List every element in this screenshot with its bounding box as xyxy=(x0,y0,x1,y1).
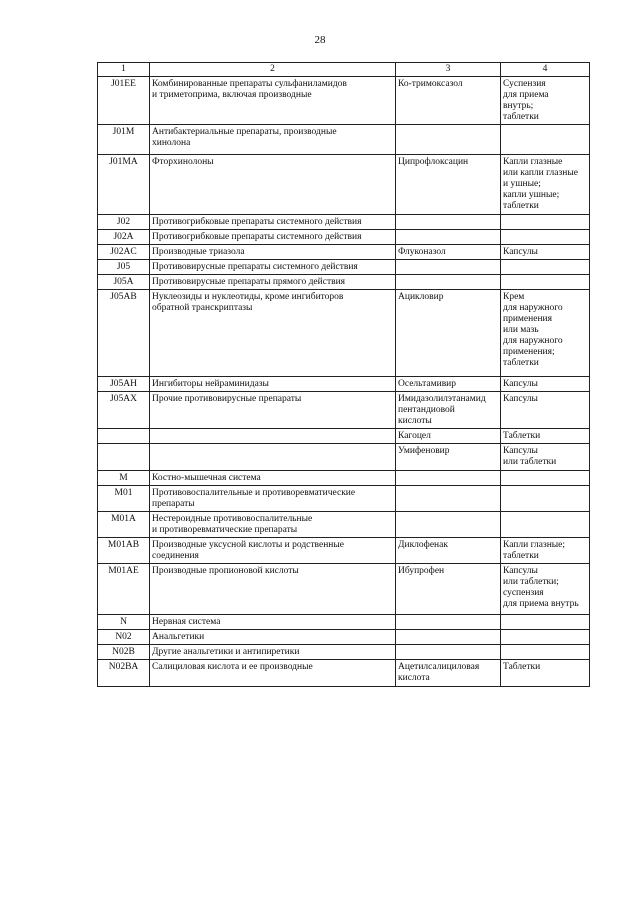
drug-name-cell xyxy=(396,77,501,125)
drug-name-cell xyxy=(396,538,501,564)
dosage-form-cell xyxy=(501,630,590,645)
dosage-form-cell xyxy=(501,645,590,660)
dosage-form-cell-text: Таблетки xyxy=(503,431,541,441)
group-name-cell-text: Ингибиторы нейраминидазы xyxy=(152,379,269,389)
drug-name-cell xyxy=(396,512,501,538)
atc-code-cell-text: J01M xyxy=(112,127,135,137)
group-name-cell-text: Антибактериальные препараты, производные хинолона xyxy=(152,127,337,148)
group-name-cell-text: Прочие противовирусные препараты xyxy=(152,394,302,404)
drug-name-cell xyxy=(396,429,501,444)
atc-code-cell-text: M01AE xyxy=(108,566,139,576)
table-row xyxy=(98,615,590,630)
drug-name-cell xyxy=(396,155,501,215)
atc-code-cell xyxy=(98,245,150,260)
atc-code-cell-text: M01 xyxy=(114,488,133,498)
drug-name-cell xyxy=(396,486,501,512)
dosage-form-cell-text: Крем для наружного применения или мазь для наружного применения; таблетки xyxy=(503,292,563,368)
drug-name-cell xyxy=(396,290,501,377)
dosage-form-cell xyxy=(501,564,590,615)
atc-code-cell xyxy=(98,512,150,538)
dosage-form-cell xyxy=(501,660,590,687)
atc-code-cell-text: N02 xyxy=(115,632,132,642)
table-row xyxy=(98,77,590,125)
atc-code-cell xyxy=(98,155,150,215)
atc-code-cell xyxy=(98,230,150,245)
drug-name-cell xyxy=(396,377,501,392)
group-name-cell xyxy=(150,377,396,392)
atc-code-cell-text: J02AC xyxy=(110,247,137,257)
atc-code-cell-text: N02B xyxy=(112,647,135,657)
group-name-cell xyxy=(150,444,396,471)
atc-code-cell xyxy=(98,645,150,660)
table-row xyxy=(98,512,590,538)
group-name-cell xyxy=(150,155,396,215)
atc-code-cell xyxy=(98,429,150,444)
atc-code-cell xyxy=(98,486,150,512)
group-name-cell xyxy=(150,564,396,615)
group-name-cell-text: Нуклеозиды и нуклеотиды, кроме ингибиторов обратной транскриптазы xyxy=(152,292,344,313)
atc-code-cell-text: J02A xyxy=(113,232,134,242)
table-row xyxy=(98,155,590,215)
table-row xyxy=(98,630,590,645)
atc-code-cell xyxy=(98,215,150,230)
group-name-cell-text: Анальгетики xyxy=(152,632,205,642)
atc-code-cell xyxy=(98,615,150,630)
group-name-cell xyxy=(150,290,396,377)
drug-name-cell xyxy=(396,471,501,486)
atc-code-cell-text: J05AB xyxy=(110,292,137,302)
dosage-form-cell xyxy=(501,245,590,260)
table-row xyxy=(98,444,590,471)
dosage-form-cell xyxy=(501,260,590,275)
group-name-cell xyxy=(150,538,396,564)
group-name-cell xyxy=(150,125,396,155)
dosage-form-cell xyxy=(501,538,590,564)
column-header: 4 xyxy=(501,63,590,77)
group-name-cell-text: Другие анальгетики и антипиретики xyxy=(152,647,300,657)
group-name-cell xyxy=(150,429,396,444)
column-header: 3 xyxy=(396,63,501,77)
drug-name-cell xyxy=(396,215,501,230)
table-row xyxy=(98,660,590,687)
group-name-cell-text: Производные пропионовой кислоты xyxy=(152,566,299,576)
group-name-cell xyxy=(150,660,396,687)
atc-code-cell xyxy=(98,538,150,564)
table-header-row xyxy=(98,63,590,77)
dosage-form-cell xyxy=(501,215,590,230)
group-name-cell xyxy=(150,245,396,260)
group-name-cell-text: Нервная система xyxy=(152,617,221,627)
atc-code-cell-text: M01AB xyxy=(107,540,140,550)
atc-code-cell xyxy=(98,125,150,155)
dosage-form-cell-text: Капсулы xyxy=(503,379,538,389)
dosage-form-cell xyxy=(501,512,590,538)
group-name-cell xyxy=(150,471,396,486)
atc-code-cell-text: J01EE xyxy=(111,79,136,89)
atc-code-cell xyxy=(98,77,150,125)
table-row xyxy=(98,645,590,660)
atc-code-cell-text: J02 xyxy=(116,217,131,227)
group-name-cell xyxy=(150,260,396,275)
group-name-cell-text: Фторхинолоны xyxy=(152,157,214,167)
drug-name-cell xyxy=(396,260,501,275)
table-row xyxy=(98,245,590,260)
table-row xyxy=(98,392,590,429)
drug-name-cell-text: Ибупрофен xyxy=(398,566,445,576)
table-row xyxy=(98,125,590,155)
drug-name-cell-text: Ацикловир xyxy=(398,292,444,302)
table-row xyxy=(98,538,590,564)
atc-code-cell xyxy=(98,630,150,645)
dosage-form-cell-text: Суспензия для приема внутрь; таблетки xyxy=(503,79,549,122)
group-name-cell xyxy=(150,77,396,125)
drug-name-cell xyxy=(396,392,501,429)
atc-code-cell xyxy=(98,290,150,377)
atc-code-cell-text: M xyxy=(119,473,128,483)
drug-name-cell xyxy=(396,645,501,660)
drug-name-cell-text: Ко-тримоксазол xyxy=(398,79,463,89)
table-row xyxy=(98,275,590,290)
column-header: 2 xyxy=(150,63,396,77)
drug-name-cell xyxy=(396,444,501,471)
drug-name-cell xyxy=(396,275,501,290)
atc-code-cell xyxy=(98,260,150,275)
drug-name-cell xyxy=(396,615,501,630)
atc-code-cell-text: J01MA xyxy=(109,157,138,167)
group-name-cell-text: Производные триазола xyxy=(152,247,245,257)
group-name-cell xyxy=(150,512,396,538)
atc-code-cell-text: N02BA xyxy=(108,662,139,672)
dosage-form-cell xyxy=(501,290,590,377)
drug-name-cell-text: Флуконазол xyxy=(398,247,446,257)
dosage-form-cell xyxy=(501,275,590,290)
group-name-cell-text: Костно-мышечная система xyxy=(152,473,261,483)
drug-name-cell xyxy=(396,630,501,645)
table-row xyxy=(98,260,590,275)
drug-name-cell xyxy=(396,660,501,687)
group-name-cell xyxy=(150,275,396,290)
drug-name-cell xyxy=(396,245,501,260)
dosage-form-cell-text: Таблетки xyxy=(503,662,541,672)
atc-code-cell xyxy=(98,444,150,471)
group-name-cell-text: Противогрибковые препараты системного действия xyxy=(152,232,362,242)
group-name-cell-text: Противовирусные препараты системного действия xyxy=(152,262,358,272)
drug-table xyxy=(97,62,590,687)
group-name-cell-text: Комбинированные препараты сульфаниламидов и триметоприма, включая производные xyxy=(152,79,347,100)
group-name-cell-text: Противовирусные препараты прямого действия xyxy=(152,277,346,287)
dosage-form-cell-text: Капсулы или таблетки xyxy=(503,446,557,467)
table-row xyxy=(98,230,590,245)
atc-code-cell-text: J05A xyxy=(113,277,134,287)
dosage-form-cell xyxy=(501,155,590,215)
table-row xyxy=(98,471,590,486)
dosage-form-cell xyxy=(501,230,590,245)
atc-code-cell-text: J05AH xyxy=(110,379,137,389)
dosage-form-cell-text: Капли глазные; таблетки xyxy=(503,540,566,561)
dosage-form-cell xyxy=(501,125,590,155)
drug-name-cell xyxy=(396,564,501,615)
drug-name-cell-text: Ципрофлоксацин xyxy=(398,157,469,167)
dosage-form-cell-text: Капли глазные или капли глазные и ушные; капли ушные; таблетки xyxy=(503,157,578,211)
group-name-cell xyxy=(150,645,396,660)
group-name-cell-text: Нестероидные противовоспалительные и противоревматические препараты xyxy=(152,514,313,535)
group-name-cell xyxy=(150,486,396,512)
atc-code-cell xyxy=(98,377,150,392)
atc-code-cell xyxy=(98,471,150,486)
group-name-cell xyxy=(150,230,396,245)
drug-name-cell xyxy=(396,230,501,245)
drug-name-cell xyxy=(396,125,501,155)
dosage-form-cell xyxy=(501,392,590,429)
dosage-form-cell xyxy=(501,377,590,392)
dosage-form-cell xyxy=(501,429,590,444)
table-row xyxy=(98,429,590,444)
table-row xyxy=(98,290,590,377)
drug-name-cell-text: Кагоцел xyxy=(398,431,431,441)
group-name-cell xyxy=(150,392,396,429)
atc-code-cell-text: N xyxy=(120,617,127,627)
dosage-form-cell-text: Капсулы или таблетки; суспензия для приема внутрь xyxy=(503,566,579,609)
atc-code-cell-text: J05AX xyxy=(110,394,137,404)
group-name-cell xyxy=(150,615,396,630)
atc-code-cell xyxy=(98,275,150,290)
dosage-form-cell xyxy=(501,77,590,125)
drug-name-cell-text: Умифеновир xyxy=(398,446,450,456)
group-name-cell-text: Производные уксусной кислоты и родственные соединения xyxy=(152,540,344,561)
table-row xyxy=(98,564,590,615)
group-name-cell xyxy=(150,215,396,230)
dosage-form-cell-text: Капсулы xyxy=(503,247,538,257)
table-row xyxy=(98,377,590,392)
dosage-form-cell xyxy=(501,615,590,630)
group-name-cell xyxy=(150,630,396,645)
atc-code-cell-text: M01A xyxy=(111,514,136,524)
group-name-cell-text: Салициловая кислота и ее производные xyxy=(152,662,313,672)
dosage-form-cell-text: Капсулы xyxy=(503,394,538,404)
atc-code-cell xyxy=(98,660,150,687)
table-row xyxy=(98,215,590,230)
drug-name-cell-text: Осельтамивир xyxy=(398,379,457,389)
atc-code-cell xyxy=(98,564,150,615)
drug-name-cell-text: Диклофенак xyxy=(398,540,448,550)
page-number: 28 xyxy=(314,34,326,46)
column-header: 1 xyxy=(98,63,150,77)
atc-code-cell xyxy=(98,392,150,429)
drug-name-cell-text: Ацетилсалициловая кислота xyxy=(398,662,480,683)
drug-name-cell-text: Имидазолилэтанамид пентандиовой кислоты xyxy=(398,394,486,426)
table-row xyxy=(98,486,590,512)
dosage-form-cell xyxy=(501,486,590,512)
dosage-form-cell xyxy=(501,471,590,486)
atc-code-cell-text: J05 xyxy=(116,262,131,272)
group-name-cell-text: Противогрибковые препараты системного действия xyxy=(152,217,362,227)
group-name-cell-text: Противовоспалительные и противоревматические препараты xyxy=(152,488,356,509)
dosage-form-cell xyxy=(501,444,590,471)
